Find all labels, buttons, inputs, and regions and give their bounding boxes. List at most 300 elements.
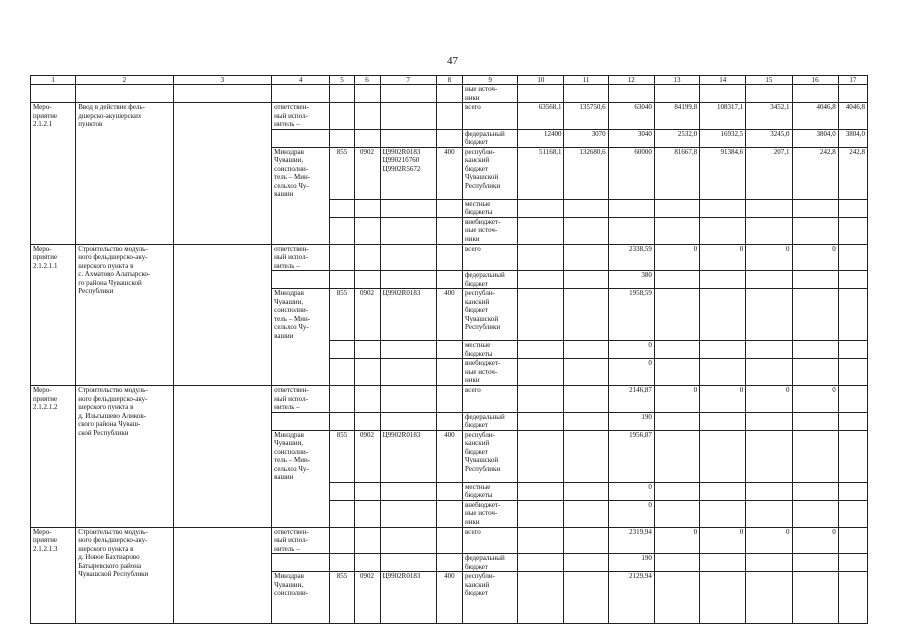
empty-cell xyxy=(792,85,838,103)
responsible-cell: ответствен- ный испол- нитель – xyxy=(272,527,330,554)
code-cell xyxy=(354,129,380,147)
value-cell: 91384,6 xyxy=(700,147,746,199)
value-cell xyxy=(838,554,867,572)
value-cell: 3070 xyxy=(564,129,608,147)
value-cell xyxy=(792,430,838,482)
code-cell xyxy=(354,554,380,572)
code-cell xyxy=(380,129,436,147)
column-number-12: 12 xyxy=(608,76,654,85)
value-cell xyxy=(564,359,608,386)
table-row xyxy=(31,527,868,554)
column-number-4: 4 xyxy=(272,76,330,85)
code-cell xyxy=(354,482,380,500)
rzpr-code-cell: 0902 xyxy=(354,289,380,341)
value-cell xyxy=(746,500,792,527)
co-executor-cell: Минздрав Чувашии, соисполни- тель – Мин- сельхоз Чу- вашии xyxy=(272,430,330,527)
code-cell xyxy=(380,482,436,500)
empty-cell xyxy=(700,85,746,103)
empty-cell xyxy=(518,85,564,103)
value-cell: 1956,87 xyxy=(608,430,654,482)
page-number: 47 xyxy=(447,55,458,67)
table-row xyxy=(31,386,868,413)
code-cell xyxy=(330,359,354,386)
source-cell: республи- канский бюджет xyxy=(462,572,517,624)
code-cell xyxy=(354,359,380,386)
source-cell: всего xyxy=(462,103,517,130)
column-number-3: 3 xyxy=(173,76,271,85)
value-cell xyxy=(792,341,838,359)
empty-cell xyxy=(31,85,76,103)
value-cell xyxy=(564,289,608,341)
value-cell xyxy=(654,289,699,341)
table-row xyxy=(31,103,868,130)
value-cell xyxy=(518,430,564,482)
code-cell xyxy=(436,386,462,413)
code-cell xyxy=(380,271,436,289)
header-row xyxy=(31,76,868,85)
value-cell xyxy=(518,271,564,289)
code-cell xyxy=(354,527,380,554)
source-cell: республи- канский бюджет Чувашской Республики xyxy=(462,289,517,341)
responsible-cell-cont xyxy=(272,271,330,289)
code-cell xyxy=(380,554,436,572)
code-cell xyxy=(436,244,462,271)
code-cell xyxy=(354,412,380,430)
value-cell xyxy=(564,527,608,554)
code-cell xyxy=(354,341,380,359)
value-cell xyxy=(700,500,746,527)
empty-cell xyxy=(436,85,462,103)
value-cell xyxy=(564,199,608,217)
column-number-5: 5 xyxy=(330,76,354,85)
value-cell xyxy=(746,271,792,289)
co-executor-cell: Минздрав Чувашии, соисполни- тель – Мин- сельхоз Чу- вашии xyxy=(272,289,330,386)
source-cell: внебюджет- ные источ- ники xyxy=(462,359,517,386)
indicator-cell xyxy=(173,527,271,624)
value-cell: 51168,1 xyxy=(518,147,564,199)
value-cell: 0 xyxy=(700,386,746,413)
code-cell xyxy=(380,359,436,386)
table-row xyxy=(31,244,868,271)
value-cell xyxy=(654,554,699,572)
value-cell: 0 xyxy=(608,359,654,386)
event-name-cell: Строительство модуль- ного фельдшерско-аку- шерского пункта в д. Ильгышево Аликов- ского района Чуваш- ской Республики xyxy=(76,386,173,528)
value-cell: 2338,59 xyxy=(608,244,654,271)
source-cell: всего xyxy=(462,527,517,554)
event-number-cell: Меро- приятие 2.1.2.1 xyxy=(31,103,76,245)
value-cell: 4046,8 xyxy=(792,103,838,130)
value-cell xyxy=(746,554,792,572)
value-cell xyxy=(564,430,608,482)
code-cell xyxy=(436,199,462,217)
value-cell: 242,8 xyxy=(838,147,867,199)
event-name-cell: Строительство модуль- ного фельдшерско-аку- шерского пункта в с. Ахматово Алатырско- го района Чувашской Республики xyxy=(76,244,173,386)
value-cell xyxy=(792,412,838,430)
value-cell: 12400 xyxy=(518,129,564,147)
value-cell xyxy=(838,527,867,554)
rzpr-code-cell: 0902 xyxy=(354,572,380,624)
code-cell xyxy=(330,271,354,289)
value-cell: 3804,0 xyxy=(792,129,838,147)
table-body xyxy=(31,76,868,624)
value-cell: 60000 xyxy=(608,147,654,199)
value-cell xyxy=(700,482,746,500)
value-cell xyxy=(654,572,699,624)
source-cell: местные бюджеты xyxy=(462,482,517,500)
value-cell xyxy=(792,359,838,386)
code-cell xyxy=(330,341,354,359)
value-cell xyxy=(746,289,792,341)
event-name-cell: Ввод в действие фель- дшерско-акушерских пунктов xyxy=(76,103,173,245)
column-number-7: 7 xyxy=(380,76,436,85)
code-cell xyxy=(354,386,380,413)
event-number-cell: Меро- приятие 2.1.2.1.3 xyxy=(31,527,76,624)
code-cell xyxy=(436,500,462,527)
value-cell: 0 xyxy=(700,244,746,271)
value-cell xyxy=(700,217,746,244)
responsible-cell: ответствен- ный испол- нитель – xyxy=(272,386,330,413)
code-cell xyxy=(380,199,436,217)
value-cell: 207,1 xyxy=(746,147,792,199)
column-number-9: 9 xyxy=(462,76,517,85)
value-cell xyxy=(564,482,608,500)
column-number-8: 8 xyxy=(436,76,462,85)
value-cell xyxy=(838,199,867,217)
value-cell: 2319,94 xyxy=(608,527,654,554)
code-cell xyxy=(436,412,462,430)
value-cell xyxy=(838,430,867,482)
value-cell xyxy=(838,289,867,341)
budget-table xyxy=(30,75,868,624)
value-cell xyxy=(518,341,564,359)
code-cell xyxy=(354,217,380,244)
value-cell xyxy=(792,289,838,341)
code-cell xyxy=(330,527,354,554)
value-cell xyxy=(564,554,608,572)
csr-code-cell: Ц9902R0183 xyxy=(380,289,436,341)
value-cell xyxy=(518,527,564,554)
value-cell xyxy=(792,572,838,624)
value-cell xyxy=(700,359,746,386)
value-cell xyxy=(518,386,564,413)
empty-cell xyxy=(654,85,699,103)
value-cell xyxy=(518,199,564,217)
code-cell xyxy=(330,217,354,244)
value-cell: 1958,59 xyxy=(608,289,654,341)
column-number-1: 1 xyxy=(31,76,76,85)
source-cell: федеральный бюджет xyxy=(462,412,517,430)
value-cell xyxy=(746,217,792,244)
value-cell xyxy=(564,217,608,244)
csr-code-cell: Ц9902R0183 xyxy=(380,572,436,624)
co-executor-cell: Минздрав Чувашии, соисполни- xyxy=(272,572,330,624)
value-cell xyxy=(746,430,792,482)
vr-code-cell: 400 xyxy=(436,430,462,482)
event-number-cell: Меро- приятие 2.1.2.1.2 xyxy=(31,386,76,528)
source-cell: федеральный бюджет xyxy=(462,129,517,147)
value-cell: 3804,0 xyxy=(838,129,867,147)
responsible-cell-cont xyxy=(272,129,330,147)
value-cell xyxy=(838,500,867,527)
indicator-cell xyxy=(173,103,271,245)
indicator-cell xyxy=(173,386,271,528)
event-number-cell: Меро- приятие 2.1.2.1.1 xyxy=(31,244,76,386)
value-cell: 2146,87 xyxy=(608,386,654,413)
source-cell: федеральный бюджет xyxy=(462,271,517,289)
responsible-cell: ответствен- ный испол- нитель – xyxy=(272,103,330,130)
value-cell xyxy=(838,386,867,413)
value-cell xyxy=(654,430,699,482)
value-cell xyxy=(746,412,792,430)
value-cell: 63568,1 xyxy=(518,103,564,130)
value-cell xyxy=(838,341,867,359)
value-cell xyxy=(838,412,867,430)
value-cell xyxy=(838,217,867,244)
csr-code-cell: Ц9902R0183 Ц99021б760 Ц9902R5672 xyxy=(380,147,436,199)
code-cell xyxy=(354,500,380,527)
code-cell xyxy=(436,271,462,289)
source-cell: местные бюджеты xyxy=(462,341,517,359)
rzpr-code-cell: 0902 xyxy=(354,147,380,199)
value-cell xyxy=(518,412,564,430)
value-cell xyxy=(792,500,838,527)
value-cell xyxy=(518,572,564,624)
empty-cell xyxy=(838,85,867,103)
code-cell xyxy=(380,527,436,554)
column-number-10: 10 xyxy=(518,76,564,85)
value-cell: 0 xyxy=(608,482,654,500)
value-cell xyxy=(564,271,608,289)
column-number-17: 17 xyxy=(838,76,867,85)
code-cell xyxy=(436,359,462,386)
value-cell xyxy=(746,572,792,624)
code-cell xyxy=(380,500,436,527)
value-cell: 2532,0 xyxy=(654,129,699,147)
value-cell xyxy=(518,482,564,500)
value-cell xyxy=(654,199,699,217)
value-cell xyxy=(518,359,564,386)
source-cell: внебюджет- ные источ- ники xyxy=(462,217,517,244)
value-cell: 63040 xyxy=(608,103,654,130)
value-cell xyxy=(792,217,838,244)
code-cell xyxy=(354,244,380,271)
code-cell xyxy=(330,500,354,527)
value-cell: 84199,8 xyxy=(654,103,699,130)
empty-cell xyxy=(173,85,271,103)
value-cell xyxy=(654,217,699,244)
empty-cell xyxy=(746,85,792,103)
empty-cell xyxy=(76,85,173,103)
code-cell xyxy=(380,341,436,359)
value-cell xyxy=(746,341,792,359)
value-cell xyxy=(564,412,608,430)
source-cell: внебюджет- ные источ- ники xyxy=(462,500,517,527)
value-cell: 0 xyxy=(700,527,746,554)
code-cell xyxy=(436,482,462,500)
vr-code-cell: 400 xyxy=(436,289,462,341)
value-cell: 3245,0 xyxy=(746,129,792,147)
value-cell xyxy=(792,554,838,572)
code-cell xyxy=(354,271,380,289)
value-cell xyxy=(654,359,699,386)
column-number-13: 13 xyxy=(654,76,699,85)
value-cell: 0 xyxy=(654,244,699,271)
value-cell: 190 xyxy=(608,412,654,430)
vr-code-cell: 400 xyxy=(436,147,462,199)
code-cell xyxy=(330,412,354,430)
value-cell xyxy=(654,412,699,430)
column-number-15: 15 xyxy=(746,76,792,85)
value-cell xyxy=(700,572,746,624)
value-cell: 4046,8 xyxy=(838,103,867,130)
value-cell xyxy=(564,386,608,413)
code-cell xyxy=(380,386,436,413)
empty-cell xyxy=(272,85,330,103)
value-cell: 242,8 xyxy=(792,147,838,199)
code-cell xyxy=(330,386,354,413)
code-cell xyxy=(380,412,436,430)
value-cell xyxy=(838,572,867,624)
responsible-cell-cont xyxy=(272,412,330,430)
code-cell xyxy=(330,129,354,147)
value-cell xyxy=(746,199,792,217)
value-cell: 380 xyxy=(608,271,654,289)
code-cell xyxy=(330,244,354,271)
csr-code-cell: Ц9902R0183 xyxy=(380,430,436,482)
code-cell xyxy=(354,103,380,130)
code-cell xyxy=(354,199,380,217)
value-cell: 0 xyxy=(608,341,654,359)
value-cell xyxy=(792,199,838,217)
value-cell: 16932,5 xyxy=(700,129,746,147)
value-cell xyxy=(700,412,746,430)
value-cell xyxy=(518,554,564,572)
value-cell xyxy=(654,500,699,527)
value-cell xyxy=(792,271,838,289)
grbs-code-cell: 855 xyxy=(330,430,354,482)
value-cell: 190 xyxy=(608,554,654,572)
column-number-16: 16 xyxy=(792,76,838,85)
value-cell xyxy=(700,271,746,289)
value-cell: 0 xyxy=(792,386,838,413)
value-cell xyxy=(746,482,792,500)
value-cell: 0 xyxy=(746,244,792,271)
value-cell xyxy=(608,217,654,244)
empty-cell xyxy=(380,85,436,103)
column-number-14: 14 xyxy=(700,76,746,85)
value-cell xyxy=(700,341,746,359)
vr-code-cell: 400 xyxy=(436,572,462,624)
value-cell: 0 xyxy=(746,527,792,554)
value-cell xyxy=(700,199,746,217)
value-cell xyxy=(564,500,608,527)
carry-over-row xyxy=(31,85,868,103)
code-cell xyxy=(330,103,354,130)
value-cell xyxy=(838,271,867,289)
source-cell: всего xyxy=(462,386,517,413)
source-cell: ные источ- ники xyxy=(462,85,517,103)
co-executor-cell: Минздрав Чувашии, соисполни- тель – Мин- сельхоз Чу- вашии xyxy=(272,147,330,244)
code-cell xyxy=(380,217,436,244)
value-cell: 0 xyxy=(654,527,699,554)
value-cell xyxy=(518,500,564,527)
value-cell xyxy=(564,244,608,271)
value-cell xyxy=(654,341,699,359)
value-cell: 3452,1 xyxy=(746,103,792,130)
value-cell xyxy=(838,482,867,500)
responsible-cell-cont xyxy=(272,554,330,572)
value-cell xyxy=(654,271,699,289)
value-cell: 0 xyxy=(792,244,838,271)
column-number-11: 11 xyxy=(564,76,608,85)
value-cell: 0 xyxy=(654,386,699,413)
indicator-cell xyxy=(173,244,271,386)
code-cell xyxy=(436,103,462,130)
value-cell xyxy=(792,482,838,500)
source-cell: республи- канский бюджет Чувашской Республики xyxy=(462,147,517,199)
column-number-2: 2 xyxy=(76,76,173,85)
value-cell: 3040 xyxy=(608,129,654,147)
value-cell: 0 xyxy=(746,386,792,413)
code-cell xyxy=(436,341,462,359)
value-cell xyxy=(518,244,564,271)
grbs-code-cell: 855 xyxy=(330,572,354,624)
empty-cell xyxy=(354,85,380,103)
code-cell xyxy=(380,244,436,271)
code-cell xyxy=(436,527,462,554)
code-cell xyxy=(330,199,354,217)
code-cell xyxy=(436,129,462,147)
value-cell xyxy=(838,359,867,386)
value-cell: 0 xyxy=(608,500,654,527)
value-cell xyxy=(518,289,564,341)
event-name-cell: Строительство модуль- ного фельдшерско-аку- шерского пункта в д. Новое Бахтиарово Батыревского района Чувашской Республики xyxy=(76,527,173,624)
value-cell xyxy=(746,359,792,386)
value-cell xyxy=(838,244,867,271)
value-cell: 135750,6 xyxy=(564,103,608,130)
value-cell: 0 xyxy=(792,527,838,554)
grbs-code-cell: 855 xyxy=(330,289,354,341)
code-cell xyxy=(330,482,354,500)
empty-cell xyxy=(564,85,608,103)
value-cell xyxy=(518,217,564,244)
value-cell xyxy=(700,289,746,341)
value-cell: 2129,94 xyxy=(608,572,654,624)
value-cell: 108317,1 xyxy=(700,103,746,130)
source-cell: республи- канский бюджет Чувашской Республики xyxy=(462,430,517,482)
value-cell xyxy=(564,572,608,624)
rzpr-code-cell: 0902 xyxy=(354,430,380,482)
value-cell xyxy=(564,341,608,359)
value-cell: 132680,6 xyxy=(564,147,608,199)
value-cell: 81667,8 xyxy=(654,147,699,199)
column-number-6: 6 xyxy=(354,76,380,85)
value-cell xyxy=(700,554,746,572)
source-cell: всего xyxy=(462,244,517,271)
value-cell xyxy=(700,430,746,482)
source-cell: местные бюджеты xyxy=(462,199,517,217)
code-cell xyxy=(436,217,462,244)
source-cell: федеральный бюджет xyxy=(462,554,517,572)
value-cell xyxy=(608,199,654,217)
code-cell xyxy=(380,103,436,130)
code-cell xyxy=(330,554,354,572)
value-cell xyxy=(654,482,699,500)
responsible-cell: ответствен- ный испол- нитель – xyxy=(272,244,330,271)
code-cell xyxy=(436,554,462,572)
empty-cell xyxy=(330,85,354,103)
empty-cell xyxy=(608,85,654,103)
